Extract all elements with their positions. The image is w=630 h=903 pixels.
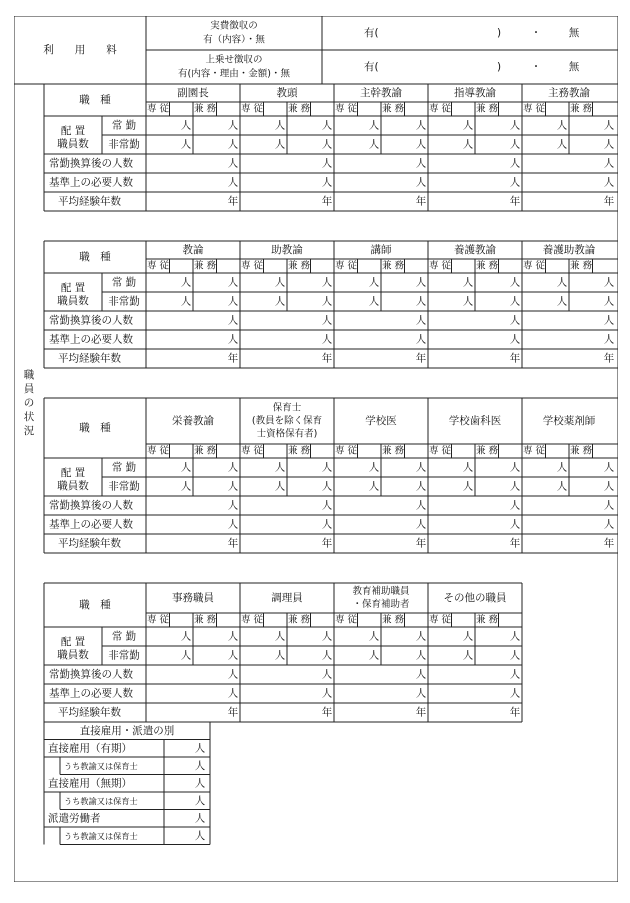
unit-4-2-pt-full: 人: [274, 649, 286, 662]
unit-3-2-pt-full: 人: [274, 480, 286, 493]
unit-3-1-fte: 人: [227, 499, 239, 512]
unit-1-4-ft-full: 人: [462, 119, 474, 132]
assigned-label-line1-4: 配 置: [60, 636, 86, 648]
avg-years-label-1: 平均経験年数: [58, 195, 121, 208]
unit-3-5-required: 人: [603, 518, 615, 531]
unit-1-5-ft-part: 人: [603, 119, 615, 132]
unit-2-5-required: 人: [603, 333, 615, 346]
employment-unit-4: 人: [194, 794, 206, 807]
required-label-3: 基準上の必要人数: [49, 518, 133, 531]
staff-status-side-label-char: の: [23, 397, 35, 409]
role-name-4-4-1: その他の職員: [443, 592, 507, 604]
part-header-1-4: 兼 務: [475, 103, 499, 115]
unit-2-4-pt-part: 人: [509, 295, 521, 308]
role-name-3-3-1: 学校医: [365, 415, 397, 427]
employment-row-label-5: 派遣労働者: [48, 812, 101, 825]
fte-label-2: 常勤換算後の人数: [49, 314, 133, 327]
unit-3-3-fte: 人: [415, 499, 427, 512]
unit-1-3-pt-full: 人: [368, 138, 380, 151]
unit-2-4-required: 人: [509, 333, 521, 346]
job-type-label-3: 職 種: [79, 422, 111, 434]
assigned-label-line1-3: 配 置: [60, 467, 86, 479]
employment-title: 直接雇用・派遣の別: [79, 724, 175, 737]
fulltime-label-2: 常 勤: [111, 276, 137, 289]
part-header-3-2: 兼 務: [287, 445, 311, 457]
role-name-2-2-1: 助教論: [271, 244, 303, 256]
unit-1-4-required: 人: [509, 176, 521, 189]
unit-4-4-fte: 人: [509, 668, 521, 681]
unit-4-4-ft-full: 人: [462, 630, 474, 643]
unit-1-4-pt-full: 人: [462, 138, 474, 151]
job-type-label-2: 職 種: [79, 251, 111, 263]
unit-3-3-ft-full: 人: [368, 461, 380, 474]
role-name-2-3-1: 講師: [370, 244, 392, 256]
role-name-3-2-2: (教員を除く保育: [251, 415, 323, 427]
unit-2-1-pt-part: 人: [227, 295, 239, 308]
unit-1-4-pt-part: 人: [509, 138, 521, 151]
unit-1-4-years: 年: [509, 195, 521, 208]
role-name-4-3-2: ・保育補助者: [352, 599, 410, 610]
job-type-label-4: 職 種: [79, 599, 111, 611]
unit-3-5-ft-part: 人: [603, 461, 615, 474]
part-header-4-2: 兼 務: [287, 614, 311, 626]
unit-2-3-years: 年: [415, 352, 427, 365]
role-name-2-4-1: 養護教諭: [454, 244, 496, 256]
unit-2-2-required: 人: [321, 333, 333, 346]
employment-row-label-1: 直接雇用（有期）: [48, 742, 132, 755]
unit-1-5-pt-full: 人: [556, 138, 568, 151]
unit-3-4-years: 年: [509, 537, 521, 550]
unit-2-3-required: 人: [415, 333, 427, 346]
employment-unit-3: 人: [194, 777, 206, 790]
unit-1-3-pt-part: 人: [415, 138, 427, 151]
unit-4-1-required: 人: [227, 687, 239, 700]
unit-2-4-pt-full: 人: [462, 295, 474, 308]
unit-3-1-pt-full: 人: [180, 480, 192, 493]
unit-1-1-required: 人: [227, 176, 239, 189]
unit-4-2-ft-part: 人: [321, 630, 333, 643]
fee-label: 利 用 料: [43, 44, 117, 56]
assigned-label-line2-2: 職員数: [57, 295, 89, 307]
full-header-2-2: 専 従: [240, 260, 264, 272]
part-header-3-4: 兼 務: [475, 445, 499, 457]
unit-4-1-years: 年: [227, 706, 239, 719]
unit-3-1-pt-part: 人: [227, 480, 239, 493]
unit-1-5-years: 年: [603, 195, 615, 208]
parttime-label-1: 非常勤: [108, 138, 140, 151]
unit-1-5-ft-full: 人: [556, 119, 568, 132]
unit-1-5-required: 人: [603, 176, 615, 189]
unit-4-3-fte: 人: [415, 668, 427, 681]
unit-2-1-pt-full: 人: [180, 295, 192, 308]
assigned-label-line1-2: 配 置: [60, 282, 86, 294]
employment-unit-2: 人: [194, 759, 206, 772]
unit-3-2-fte: 人: [321, 499, 333, 512]
unit-4-1-pt-full: 人: [180, 649, 192, 662]
full-header-2-4: 専 従: [428, 260, 452, 272]
unit-2-1-required: 人: [227, 333, 239, 346]
unit-1-1-ft-full: 人: [180, 119, 192, 132]
unit-1-4-fte: 人: [509, 157, 521, 170]
role-name-4-2-1: 調理員: [271, 592, 303, 604]
fte-label-1: 常勤換算後の人数: [49, 157, 133, 170]
unit-2-4-ft-full: 人: [462, 276, 474, 289]
unit-3-5-pt-full: 人: [556, 480, 568, 493]
unit-3-4-pt-full: 人: [462, 480, 474, 493]
role-name-4-3-1: 教育補助職員: [352, 586, 410, 597]
unit-2-4-ft-part: 人: [509, 276, 521, 289]
unit-1-3-years: 年: [415, 195, 427, 208]
parttime-label-2: 非常勤: [108, 295, 140, 308]
assigned-label-line1-1: 配 置: [60, 125, 86, 137]
fee-extra-option-dot: ・: [530, 61, 542, 73]
unit-1-2-ft-part: 人: [321, 119, 333, 132]
unit-1-3-ft-part: 人: [415, 119, 427, 132]
unit-1-1-pt-part: 人: [227, 138, 239, 151]
employment-unit-5: 人: [194, 812, 206, 825]
unit-4-1-pt-part: 人: [227, 649, 239, 662]
unit-3-5-fte: 人: [603, 499, 615, 512]
full-header-1-2: 専 従: [240, 103, 264, 115]
unit-1-5-fte: 人: [603, 157, 615, 170]
part-header-1-3: 兼 務: [381, 103, 405, 115]
part-header-3-5: 兼 務: [569, 445, 593, 457]
full-header-2-5: 専 従: [522, 260, 546, 272]
unit-2-5-pt-full: 人: [556, 295, 568, 308]
avg-years-label-3: 平均経験年数: [58, 537, 121, 550]
unit-4-4-pt-part: 人: [509, 649, 521, 662]
full-header-3-4: 専 従: [428, 445, 452, 457]
unit-3-5-ft-full: 人: [556, 461, 568, 474]
role-name-1-5-1: 主務教諭: [548, 87, 590, 99]
full-header-4-4: 専 従: [428, 614, 452, 626]
part-header-3-1: 兼 務: [193, 445, 217, 457]
part-header-2-2: 兼 務: [287, 260, 311, 272]
unit-1-2-ft-full: 人: [274, 119, 286, 132]
unit-2-3-fte: 人: [415, 314, 427, 327]
unit-3-1-ft-part: 人: [227, 461, 239, 474]
role-name-1-4-1: 指導教諭: [454, 87, 496, 99]
part-header-4-3: 兼 務: [381, 614, 405, 626]
employment-row-label-6: うち教諭又は保育士: [64, 830, 138, 841]
full-header-3-5: 専 従: [522, 445, 546, 457]
unit-3-4-pt-part: 人: [509, 480, 521, 493]
role-name-1-1-1: 副園長: [177, 87, 209, 99]
staff-status-side-label-char: 員: [23, 383, 35, 395]
unit-2-1-ft-full: 人: [180, 276, 192, 289]
fee-extra-label-line1: 上乗せ徴収の: [205, 54, 263, 66]
unit-4-4-ft-part: 人: [509, 630, 521, 643]
unit-4-3-years: 年: [415, 706, 427, 719]
role-name-3-2-3: 士資格保有者): [256, 428, 318, 440]
unit-2-5-ft-full: 人: [556, 276, 568, 289]
full-header-4-2: 専 従: [240, 614, 264, 626]
unit-2-3-pt-full: 人: [368, 295, 380, 308]
part-header-4-4: 兼 務: [475, 614, 499, 626]
unit-1-1-ft-part: 人: [227, 119, 239, 132]
role-name-3-1-1: 栄養教諭: [172, 415, 214, 427]
fee-actual-option-dot: ・: [530, 27, 542, 39]
employment-row-label-4: うち教諭又は保育士: [64, 795, 138, 806]
unit-3-2-required: 人: [321, 518, 333, 531]
unit-3-2-years: 年: [321, 537, 333, 550]
unit-4-1-ft-full: 人: [180, 630, 192, 643]
unit-1-2-required: 人: [321, 176, 333, 189]
full-header-4-3: 専 従: [334, 614, 358, 626]
unit-3-2-pt-part: 人: [321, 480, 333, 493]
unit-2-5-pt-part: 人: [603, 295, 615, 308]
staff-status-side-label-char: 況: [23, 425, 35, 437]
unit-4-3-pt-part: 人: [415, 649, 427, 662]
role-name-2-1-1: 教論: [182, 244, 204, 256]
unit-1-2-fte: 人: [321, 157, 333, 170]
unit-2-4-fte: 人: [509, 314, 521, 327]
unit-2-2-years: 年: [321, 352, 333, 365]
unit-4-2-pt-part: 人: [321, 649, 333, 662]
full-header-1-1: 専 従: [146, 103, 170, 115]
form-labels: [24, 20, 615, 842]
fte-label-4: 常勤換算後の人数: [49, 668, 133, 681]
unit-1-3-fte: 人: [415, 157, 427, 170]
unit-3-4-fte: 人: [509, 499, 521, 512]
unit-3-2-ft-part: 人: [321, 461, 333, 474]
unit-3-5-years: 年: [603, 537, 615, 550]
role-name-4-1-1: 事務職員: [172, 592, 214, 604]
unit-1-2-pt-part: 人: [321, 138, 333, 151]
staff-status-form: [14, 16, 618, 882]
unit-1-5-pt-part: 人: [603, 138, 615, 151]
full-header-1-3: 専 従: [334, 103, 358, 115]
unit-3-5-pt-part: 人: [603, 480, 615, 493]
full-header-1-5: 専 従: [522, 103, 546, 115]
unit-3-3-pt-full: 人: [368, 480, 380, 493]
unit-3-2-ft-full: 人: [274, 461, 286, 474]
unit-3-3-ft-part: 人: [415, 461, 427, 474]
unit-2-5-years: 年: [603, 352, 615, 365]
unit-4-2-ft-full: 人: [274, 630, 286, 643]
unit-3-4-ft-full: 人: [462, 461, 474, 474]
fte-label-3: 常勤換算後の人数: [49, 499, 133, 512]
unit-3-1-ft-full: 人: [180, 461, 192, 474]
unit-2-1-fte: 人: [227, 314, 239, 327]
unit-1-2-years: 年: [321, 195, 333, 208]
unit-2-3-ft-full: 人: [368, 276, 380, 289]
fee-extra-label-line2: 有(内容・理由・金額)・無: [178, 68, 290, 80]
staff-status-side-label-char: 状: [23, 411, 35, 423]
employment-unit-6: 人: [194, 829, 206, 842]
unit-4-3-ft-part: 人: [415, 630, 427, 643]
full-header-1-4: 専 従: [428, 103, 452, 115]
unit-4-1-fte: 人: [227, 668, 239, 681]
employment-unit-1: 人: [194, 742, 206, 755]
fee-extra-option-paren: ): [496, 61, 502, 73]
part-header-2-5: 兼 務: [569, 260, 593, 272]
required-label-4: 基準上の必要人数: [49, 687, 133, 700]
parttime-label-3: 非常勤: [108, 480, 140, 493]
required-label-2: 基準上の必要人数: [49, 333, 133, 346]
fulltime-label-3: 常 勤: [111, 461, 137, 474]
parttime-label-4: 非常勤: [108, 649, 140, 662]
unit-4-3-ft-full: 人: [368, 630, 380, 643]
full-header-2-1: 専 従: [146, 260, 170, 272]
unit-1-1-pt-full: 人: [180, 138, 192, 151]
unit-3-1-years: 年: [227, 537, 239, 550]
unit-2-3-pt-part: 人: [415, 295, 427, 308]
unit-2-3-ft-part: 人: [415, 276, 427, 289]
unit-3-3-required: 人: [415, 518, 427, 531]
unit-1-4-ft-part: 人: [509, 119, 521, 132]
unit-4-4-required: 人: [509, 687, 521, 700]
role-name-2-5-1: 養護助教論: [542, 244, 596, 256]
unit-3-3-years: 年: [415, 537, 427, 550]
fee-extra-option-no: 無: [568, 61, 580, 73]
full-header-4-1: 専 従: [146, 614, 170, 626]
unit-4-2-fte: 人: [321, 668, 333, 681]
fulltime-label-4: 常 勤: [111, 630, 137, 643]
full-header-3-2: 専 従: [240, 445, 264, 457]
unit-2-2-pt-full: 人: [274, 295, 286, 308]
full-header-2-3: 専 従: [334, 260, 358, 272]
fee-actual-label-line2: 有（内容）・無: [203, 34, 265, 46]
role-name-3-5-1: 学校薬剤師: [542, 415, 596, 427]
unit-4-2-required: 人: [321, 687, 333, 700]
fee-actual-option-yes: 有(: [364, 27, 379, 39]
part-header-2-4: 兼 務: [475, 260, 499, 272]
required-label-1: 基準上の必要人数: [49, 176, 133, 189]
assigned-label-line2-1: 職員数: [57, 138, 89, 150]
unit-2-5-fte: 人: [603, 314, 615, 327]
unit-2-2-ft-full: 人: [274, 276, 286, 289]
unit-3-1-required: 人: [227, 518, 239, 531]
part-header-2-1: 兼 務: [193, 260, 217, 272]
unit-4-1-ft-part: 人: [227, 630, 239, 643]
form-sheet: [14, 16, 618, 882]
unit-2-2-ft-part: 人: [321, 276, 333, 289]
role-name-3-4-1: 学校歯科医: [448, 415, 502, 427]
unit-4-3-required: 人: [415, 687, 427, 700]
unit-4-3-pt-full: 人: [368, 649, 380, 662]
assigned-label-line2-4: 職員数: [57, 649, 89, 661]
assigned-label-line2-3: 職員数: [57, 480, 89, 492]
unit-4-4-years: 年: [509, 706, 521, 719]
role-name-3-2-1: 保育士: [272, 402, 302, 414]
part-header-1-1: 兼 務: [193, 103, 217, 115]
unit-3-4-ft-part: 人: [509, 461, 521, 474]
full-header-3-1: 専 従: [146, 445, 170, 457]
unit-4-4-pt-full: 人: [462, 649, 474, 662]
part-header-1-5: 兼 務: [569, 103, 593, 115]
fee-actual-option-paren: ): [496, 27, 502, 39]
part-header-2-3: 兼 務: [381, 260, 405, 272]
employment-row-label-2: うち教諭又は保育士: [64, 760, 138, 771]
unit-2-4-years: 年: [509, 352, 521, 365]
unit-1-3-required: 人: [415, 176, 427, 189]
unit-2-5-ft-part: 人: [603, 276, 615, 289]
role-name-1-3-1: 主幹教諭: [360, 87, 402, 99]
fee-actual-option-no: 無: [568, 27, 580, 39]
avg-years-label-2: 平均経験年数: [58, 352, 121, 365]
unit-1-3-ft-full: 人: [368, 119, 380, 132]
unit-1-2-pt-full: 人: [274, 138, 286, 151]
unit-4-2-years: 年: [321, 706, 333, 719]
unit-2-2-pt-part: 人: [321, 295, 333, 308]
role-name-1-2-1: 教頭: [276, 87, 298, 99]
unit-3-4-required: 人: [509, 518, 521, 531]
fee-actual-label-line1: 実費徴収の: [210, 20, 258, 32]
unit-3-3-pt-part: 人: [415, 480, 427, 493]
fee-extra-option-yes: 有(: [364, 61, 379, 73]
fulltime-label-1: 常 勤: [111, 119, 137, 132]
part-header-4-1: 兼 務: [193, 614, 217, 626]
staff-status-side-label-char: 職: [23, 369, 35, 381]
unit-1-1-years: 年: [227, 195, 239, 208]
full-header-3-3: 専 従: [334, 445, 358, 457]
job-type-label-1: 職 種: [79, 94, 111, 106]
unit-2-1-ft-part: 人: [227, 276, 239, 289]
unit-2-1-years: 年: [227, 352, 239, 365]
employment-row-label-3: 直接雇用（無期）: [48, 777, 132, 790]
unit-1-1-fte: 人: [227, 157, 239, 170]
part-header-3-3: 兼 務: [381, 445, 405, 457]
avg-years-label-4: 平均経験年数: [58, 706, 121, 719]
unit-2-2-fte: 人: [321, 314, 333, 327]
part-header-1-2: 兼 務: [287, 103, 311, 115]
